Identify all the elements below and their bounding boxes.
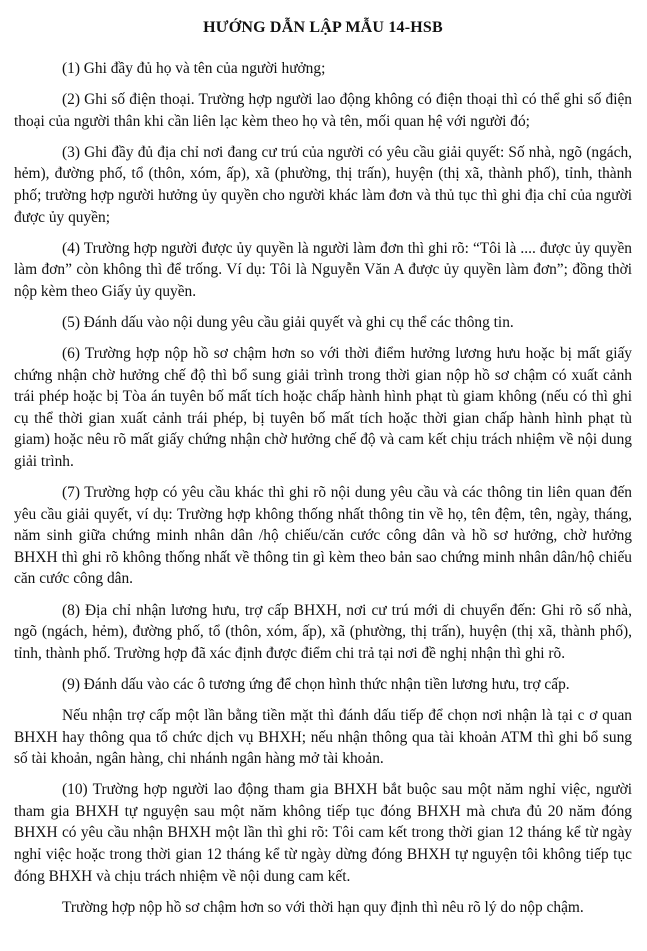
instruction-2: (2) Ghi số điện thoại. Trường hợp người lao động không có điện thoại thì có thể ghi số điện thoại của người thân khi cần liên lạc kèm theo họ và tên, mối quan hệ với người đó; — [14, 91, 632, 130]
document-page — [14, 14, 632, 927]
instruction-4: (4) Trường hợp người được ủy quyền là người làm đơn thì ghi rõ: “Tôi là .... được ủy quyền làm đơn” còn không thì để trống. Ví dụ: Tôi là Nguyễn Văn A được ủy quyền làm đơn”; đồng thời nộp kèm theo Giấy ủy quyền. — [14, 239, 632, 300]
instruction-5: (5) Đánh dấu vào nội dung yêu cầu giải quyết và ghi cụ thể các thông tin. — [62, 313, 514, 331]
instruction-3: (3) Ghi đầy đủ địa chỉ nơi đang cư trú của người có yêu cầu giải quyết: Số nhà, ngõ (ngách, hẻm), đường phố, tổ (thôn, xóm, ấp), xã (phường, thị trấn), huyện (thị xã, thành phố), tỉnh, thành phố; trường hợp người hưởng ủy quyền cho người khác làm đơn và thủ tục thì ghi địa chỉ của người được ủy quyền; — [14, 143, 632, 226]
instruction-6: (6) Trường hợp nộp hồ sơ chậm hơn so với thời điểm hưởng lương hưu hoặc bị mất giấy chứng nhận chờ hưởng chế độ thì bổ sung giải trình trong thời gian nộp hồ sơ chậm có xuất cảnh trái phép hoặc bị Tòa án tuyên bố mất tích hoặc chấp hành hình phạt tù giam không (nếu có thì ghi cụ thể thời gian xuất cảnh trái phép, bị tuyên bố mất tích hoặc thời gian chấp hành hình phạt tù giam) hoặc nêu rõ mất giấy chứng nhận chờ hưởng chế độ và cam kết chịu trách nhiệm về nội dung giải trình. — [14, 345, 632, 470]
document-title: HƯỚNG DẪN LẬP MẪU 14-HSB — [203, 19, 443, 36]
instruction-10: (10) Trường hợp người lao động tham gia BHXH bắt buộc sau một năm nghỉ việc, người tham gia BHXH tự nguyện sau một năm không tiếp tục đóng BHXH mà chưa đủ 20 năm đóng BHXH có yêu cầu nhận BHXH một lần thì ghi rõ: Tôi cam kết trong thời gian 12 tháng kể từ ngày nghỉ việc hoặc trong thời gian 12 tháng kể từ ngày dừng đóng BHXH tự nguyện tôi không tiếp tục đóng BHXH và chịu trách nhiệm về nội dung cam kết. — [14, 781, 632, 885]
instruction-7: (7) Trường hợp có yêu cầu khác thì ghi rõ nội dung yêu cầu và các thông tin liên quan đến yêu cầu giải quyết, ví dụ: Trường hợp không thống nhất thông tin về họ, tên đệm, tên, ngày, tháng, năm sinh giữa chứng minh nhân dân /hộ chiếu/căn cước công dân và hồ sơ hưởng, chờ hưởng BHXH thì ghi rõ không thống nhất về thông tin gì kèm theo bản sao chứng minh nhân dân/hộ chiếu căn cước công dân. — [14, 484, 632, 588]
instruction-8: (8) Địa chỉ nhận lương hưu, trợ cấp BHXH, nơi cư trú mới di chuyển đến: Ghi rõ số nhà, ngõ (ngách, hẻm), đường phố, tổ (thôn, xóm, ấp), xã (phường, thị trấn), huyện (thị xã, thành phố), tỉnh, thành phố. Trường hợp đã xác định được điểm chi trả tại nơi đề nghị nhận thì ghi rõ. — [14, 601, 632, 662]
instruction-1: (1) Ghi đầy đủ họ và tên của người hưởng; — [62, 60, 326, 77]
instruction-9-detail: Nếu nhận trợ cấp một lần bằng tiền mặt thì đánh dấu tiếp để chọn nơi nhận là tại c ơ quan BHXH hay thông qua tổ chức dịch vụ BHXH; nếu nhận thông qua tài khoản ATM thì ghi bổ sung số tài khoản, ngân hàng, chi nhánh ngân hàng mở tài khoản. — [14, 706, 632, 768]
instruction-9: (9) Đánh dấu vào các ô tương ứng để chọn hình thức nhận tiền lương hưu, trợ cấp. — [62, 675, 570, 693]
instruction-late-submission: Trường hợp nộp hồ sơ chậm hơn so với thời hạn quy định thì nêu rõ lý do nộp chậm. — [62, 898, 584, 916]
